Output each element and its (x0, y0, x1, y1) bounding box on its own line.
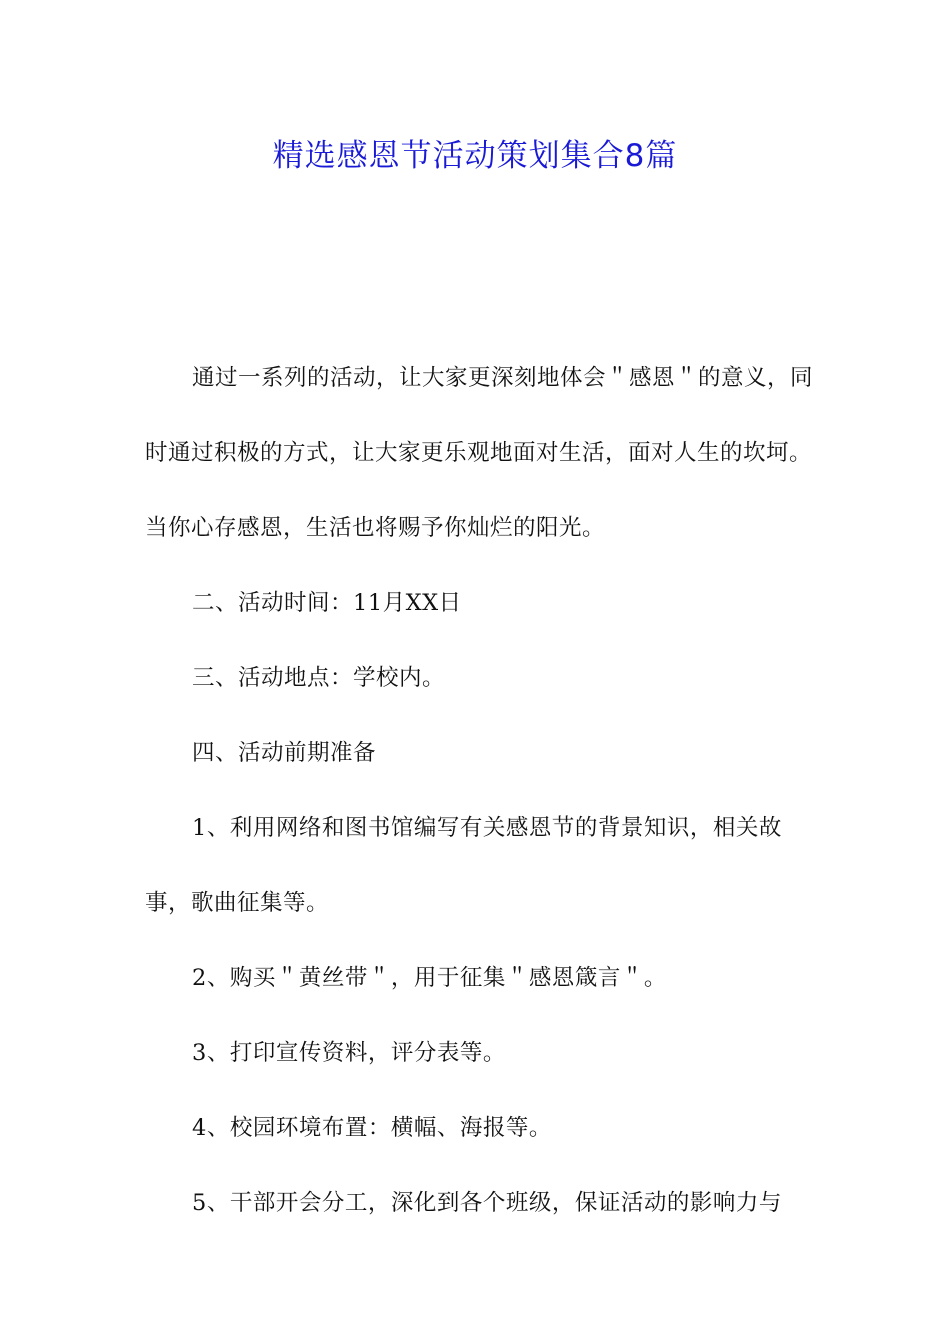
preparation-heading: 四、活动前期准备 (192, 740, 377, 766)
preparation-item-4: 4、校园环境布置：横幅、海报等。 (192, 1115, 552, 1141)
activity-time-paragraph: 二、活动时间：11月XX日 (192, 590, 462, 616)
document-body (145, 341, 815, 1241)
preparation-item-5: 5、干部开会分工，深化到各个班级，保证活动的影响力与 (192, 1190, 782, 1216)
preparation-item-3: 3、打印宣传资料，评分表等。 (192, 1040, 506, 1066)
preparation-item-2: 2、购买＂黄丝带＂，用于征集＂感恩箴言＂。 (192, 965, 667, 991)
intro-paragraph: 通过一系列的活动，让大家更深刻地体会＂感恩＂的意义，同时通过积极的方式，让大家更乐观地面对生活，面对人生的坎坷。当你心存感恩，生活也将赐予你灿烂的阳光。 (145, 365, 814, 541)
preparation-item-1: 1、利用网络和图书馆编写有关感恩节的背景知识，相关故事，歌曲征集等。 (145, 815, 782, 916)
document-title: 精选感恩节活动策划集合8篇 (272, 138, 678, 174)
activity-location-paragraph: 三、活动地点：学校内。 (192, 665, 446, 691)
